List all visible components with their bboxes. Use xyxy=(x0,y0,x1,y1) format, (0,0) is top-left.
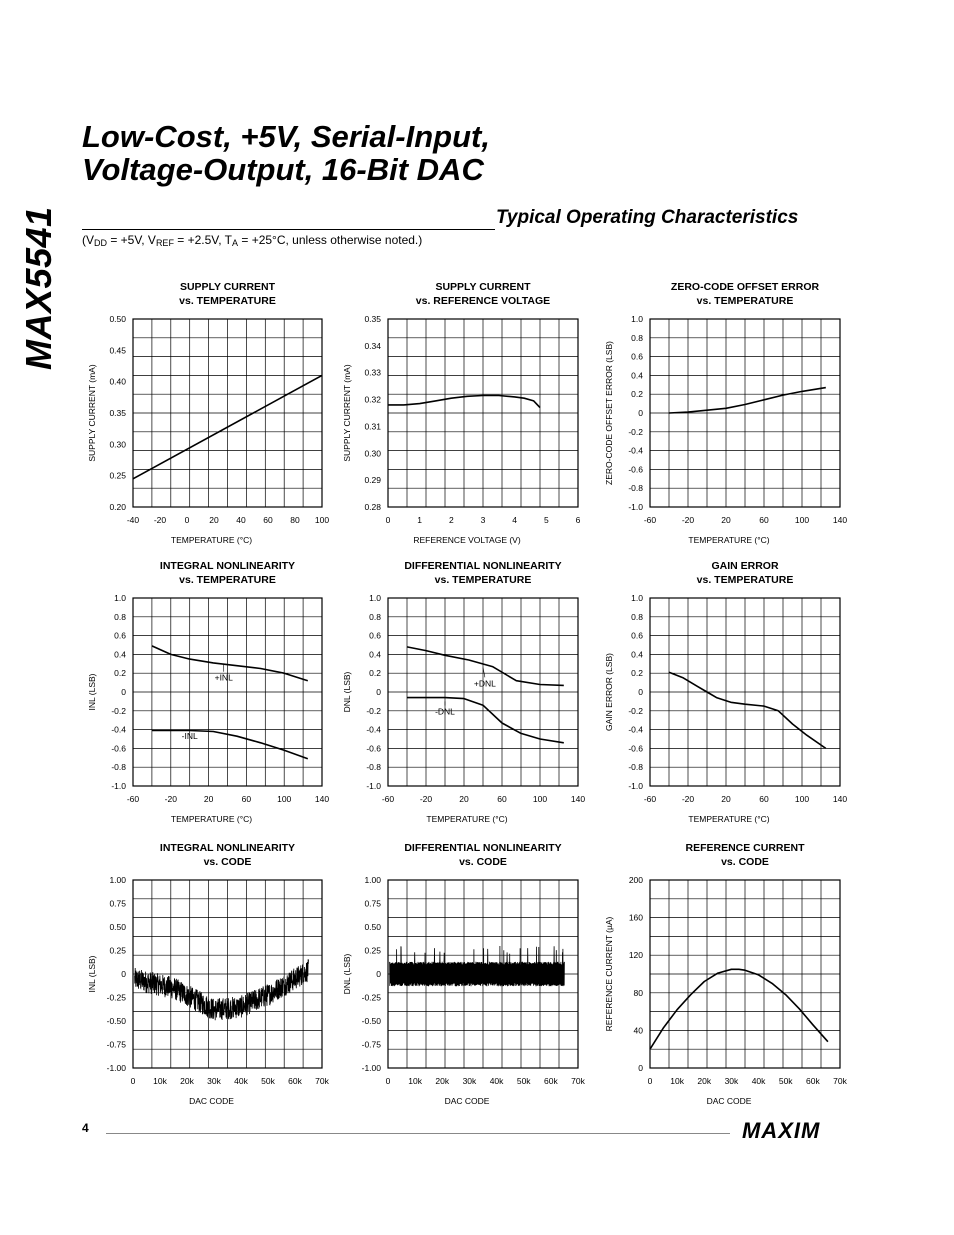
y-tick-label: 1.0 xyxy=(114,593,126,603)
chart-title-line: vs. TEMPERATURE xyxy=(696,574,794,586)
y-tick-label: -0.4 xyxy=(628,445,643,456)
x-axis-label: TEMPERATURE (°C) xyxy=(170,535,253,545)
y-tick-label: 0 xyxy=(121,969,126,979)
x-tick-label: 0 xyxy=(647,1076,653,1086)
y-tick-label: 0.4 xyxy=(369,649,381,660)
y-axis-label: GAIN ERROR (LSB) xyxy=(604,653,614,731)
y-tick-label: 1.00 xyxy=(109,875,126,885)
x-tick-label: 10k xyxy=(670,1076,685,1086)
y-tick-label: -0.2 xyxy=(366,705,381,716)
y-tick-label: 0.25 xyxy=(109,945,126,956)
chart-4 xyxy=(87,593,329,824)
y-tick-label: 0.6 xyxy=(631,630,643,641)
x-tick-label: 0 xyxy=(130,1076,136,1086)
chart-title-line: SUPPLY CURRENT xyxy=(179,281,276,293)
chart-title-line: DIFFERENTIAL NONLINEARITY xyxy=(404,560,562,572)
maxim-logo: MAXIM xyxy=(742,1118,821,1143)
y-tick-label: 80 xyxy=(633,987,643,998)
chart-title-line: GAIN ERROR xyxy=(711,560,779,572)
y-tick-label: 0.2 xyxy=(631,389,643,400)
y-tick-label: -1.00 xyxy=(361,1063,381,1073)
x-tick-label: -20 xyxy=(681,515,695,525)
y-tick-label: 0.2 xyxy=(369,668,381,679)
cond-ta-val: = +25°C, unless otherwise noted.) xyxy=(238,233,423,247)
chart-title-line: vs. TEMPERATURE xyxy=(434,574,532,586)
y-tick-label: -1.0 xyxy=(628,502,643,512)
x-axis-label: REFERENCE VOLTAGE (V) xyxy=(413,535,521,545)
y-axis-label: DNL (LSB) xyxy=(342,953,352,995)
x-tick-label: 100 xyxy=(532,794,548,804)
cond-ta-sub: A xyxy=(232,238,239,248)
cond-vdd-sub: DD xyxy=(94,238,107,248)
x-tick-label: 140 xyxy=(570,794,586,804)
x-tick-label: 60 xyxy=(759,794,769,804)
x-tick-label: -60 xyxy=(381,794,395,804)
x-tick-label: 70k xyxy=(571,1076,585,1086)
y-tick-label: -0.2 xyxy=(111,705,126,716)
y-axis-label: INL (LSB) xyxy=(87,673,97,711)
y-tick-label: 160 xyxy=(628,912,643,923)
x-tick-label: 50k xyxy=(516,1076,531,1086)
y-tick-label: 0 xyxy=(638,687,643,697)
y-tick-label: 0.6 xyxy=(114,630,126,641)
y-tick-label: 0.8 xyxy=(369,611,381,622)
x-tick-label: 20 xyxy=(203,794,214,804)
chart-title-line: vs. REFERENCE VOLTAGE xyxy=(415,295,551,307)
y-tick-label: 0.45 xyxy=(109,345,126,356)
x-tick-label: 0 xyxy=(385,1076,391,1086)
y-tick-label: 0.2 xyxy=(114,668,126,679)
y-tick-label: 0.34 xyxy=(364,340,381,351)
x-tick-label: 5 xyxy=(543,515,549,525)
chart-title-line: ZERO-CODE OFFSET ERROR xyxy=(670,281,820,293)
y-tick-label: 0.30 xyxy=(109,439,126,450)
y-tick-label: -0.75 xyxy=(361,1039,381,1050)
x-tick-label: 30k xyxy=(462,1076,477,1086)
y-tick-label: 0.75 xyxy=(109,898,126,909)
x-axis-label: TEMPERATURE (°C) xyxy=(170,814,253,824)
chart-title-line: vs. CODE xyxy=(203,856,252,868)
x-tick-label: -20 xyxy=(419,794,433,804)
y-tick-label: -0.6 xyxy=(111,743,126,754)
y-tick-label: 0.32 xyxy=(364,394,381,405)
title-line-2: Voltage-Output, 16-Bit DAC xyxy=(82,152,484,187)
chart-1 xyxy=(87,314,329,545)
chart-title-line: SUPPLY CURRENT xyxy=(435,281,531,293)
x-tick-label: 60k xyxy=(288,1076,302,1086)
y-tick-label: 0.6 xyxy=(631,351,643,362)
x-tick-label: 40 xyxy=(236,515,246,525)
x-tick-label: 70k xyxy=(315,1076,329,1086)
y-tick-label: -1.0 xyxy=(628,781,643,791)
y-tick-label: 0 xyxy=(376,969,381,979)
chart-title-line: INTEGRAL NONLINEARITY xyxy=(159,842,296,854)
x-tick-label: 50k xyxy=(778,1076,793,1086)
side-part-number: MAX5541 xyxy=(18,206,59,370)
section-title: Typical Operating Characteristics xyxy=(496,207,799,228)
chart-title-line: vs. CODE xyxy=(459,856,507,868)
y-tick-label: -0.50 xyxy=(361,1016,381,1026)
y-tick-label: -0.4 xyxy=(366,724,381,735)
x-tick-label: 20 xyxy=(721,515,731,525)
page-number: 4 xyxy=(82,1121,89,1135)
y-tick-label: -0.2 xyxy=(628,426,643,437)
y-tick-label: 1.0 xyxy=(369,593,381,603)
y-tick-label: 0.28 xyxy=(364,502,381,512)
y-tick-label: 1.0 xyxy=(631,593,643,603)
noise-trace xyxy=(390,946,565,986)
y-tick-label: -0.8 xyxy=(111,762,126,773)
series-label: +DNL xyxy=(473,678,496,689)
x-axis-label: DAC CODE xyxy=(189,1096,234,1106)
x-tick-label: 1 xyxy=(417,515,423,525)
y-tick-label: 0.50 xyxy=(109,922,126,932)
y-tick-label: -0.50 xyxy=(106,1016,126,1026)
y-axis-label: INL (LSB) xyxy=(87,955,97,993)
y-tick-label: 0.25 xyxy=(109,470,126,481)
x-tick-label: 10k xyxy=(408,1076,423,1086)
y-tick-label: -0.6 xyxy=(628,464,643,475)
chart-6 xyxy=(604,593,847,824)
cond-vdd-val: = +5V, V xyxy=(107,233,156,247)
x-tick-label: 100 xyxy=(794,515,810,525)
chart-title-line: REFERENCE CURRENT xyxy=(685,842,805,854)
cond-open: (V xyxy=(82,233,94,247)
x-axis-label: DAC CODE xyxy=(706,1096,752,1106)
footer-rule xyxy=(106,1133,730,1134)
y-tick-label: -0.8 xyxy=(628,762,643,773)
y-tick-label: 40 xyxy=(633,1025,643,1036)
y-tick-label: 0.35 xyxy=(109,408,126,418)
x-tick-label: -40 xyxy=(126,515,140,525)
x-axis-label: TEMPERATURE (°C) xyxy=(688,535,770,545)
y-tick-label: 0.30 xyxy=(364,448,381,459)
x-tick-label: 80 xyxy=(290,515,300,525)
y-tick-label: 0.20 xyxy=(109,502,126,512)
x-tick-label: -60 xyxy=(643,794,657,804)
x-tick-label: 60 xyxy=(759,515,769,525)
y-tick-label: -0.25 xyxy=(106,992,126,1003)
y-tick-label: 0.25 xyxy=(364,945,381,956)
x-tick-label: -20 xyxy=(681,794,695,804)
y-tick-label: 0 xyxy=(638,1063,643,1073)
y-tick-label: -1.00 xyxy=(106,1063,126,1073)
y-tick-label: 0.6 xyxy=(369,630,381,641)
cond-vref-val: = +2.5V, T xyxy=(173,233,232,247)
y-tick-label: -1.0 xyxy=(366,781,381,791)
x-tick-label: 60 xyxy=(241,794,252,804)
x-tick-label: -20 xyxy=(153,515,167,525)
cond-vref-sub: REF xyxy=(155,238,174,248)
y-tick-label: 0.4 xyxy=(114,649,126,660)
chart-title-line: vs. TEMPERATURE xyxy=(179,295,276,307)
x-tick-label: 10k xyxy=(153,1076,167,1086)
y-tick-label: 0 xyxy=(376,687,381,697)
y-tick-label: 0.8 xyxy=(114,611,126,622)
x-tick-label: 2 xyxy=(448,515,454,525)
y-tick-label: -0.8 xyxy=(628,483,643,494)
x-tick-label: 0 xyxy=(184,515,190,525)
x-tick-label: 140 xyxy=(832,794,848,804)
chart-title-line: vs. TEMPERATURE xyxy=(179,574,276,586)
y-tick-label: 0.8 xyxy=(631,332,643,343)
y-tick-label: -0.25 xyxy=(361,992,381,1003)
x-tick-label: 3 xyxy=(480,515,486,525)
y-tick-label: 0.8 xyxy=(631,611,643,622)
x-tick-label: 20k xyxy=(180,1076,194,1086)
y-tick-label: -0.4 xyxy=(628,724,643,735)
y-tick-label: 0.4 xyxy=(631,370,643,381)
y-tick-label: -0.4 xyxy=(111,724,126,735)
x-tick-label: 30k xyxy=(207,1076,221,1086)
x-tick-label: 20k xyxy=(697,1076,712,1086)
y-axis-label: DNL (LSB) xyxy=(342,671,352,713)
x-tick-label: -60 xyxy=(126,794,140,804)
y-axis-label: ZERO-CODE OFFSET ERROR (LSB) xyxy=(604,341,614,485)
x-tick-label: 20 xyxy=(209,515,219,525)
noise-trace xyxy=(135,959,309,1020)
x-tick-label: 6 xyxy=(575,515,581,525)
y-tick-label: 200 xyxy=(628,875,643,885)
y-tick-label: 1.00 xyxy=(364,875,381,885)
chart-title-line: INTEGRAL NONLINEARITY xyxy=(159,560,296,572)
x-axis-label: DAC CODE xyxy=(444,1096,490,1106)
y-tick-label: -0.6 xyxy=(366,743,381,754)
x-tick-label: 0 xyxy=(385,515,391,525)
y-tick-label: -0.8 xyxy=(366,762,381,773)
y-tick-label: 0.31 xyxy=(364,421,381,432)
y-tick-label: 1.0 xyxy=(631,314,643,324)
x-tick-label: 50k xyxy=(261,1076,275,1086)
x-tick-label: 100 xyxy=(794,794,810,804)
chart-2 xyxy=(342,314,581,545)
x-tick-label: 20 xyxy=(721,794,731,804)
chart-3 xyxy=(604,314,847,545)
y-tick-label: 0 xyxy=(121,687,126,697)
y-tick-label: 0.50 xyxy=(109,314,126,324)
x-tick-label: 30k xyxy=(724,1076,739,1086)
x-tick-label: -60 xyxy=(643,515,657,525)
chart-title-line: vs. CODE xyxy=(721,856,769,868)
series-label: -DNL xyxy=(435,706,455,717)
chart-5 xyxy=(342,593,585,824)
title-line-1: Low-Cost, +5V, Serial-Input, xyxy=(82,119,490,154)
chart-title-line: DIFFERENTIAL NONLINEARITY xyxy=(404,842,562,854)
y-tick-label: 0.75 xyxy=(364,898,381,909)
x-tick-label: -20 xyxy=(164,794,177,804)
x-tick-label: 20k xyxy=(435,1076,450,1086)
y-tick-label: 0.50 xyxy=(364,922,381,932)
chart-title-line: vs. TEMPERATURE xyxy=(696,295,794,307)
y-tick-label: -0.6 xyxy=(628,743,643,754)
y-axis-label: SUPPLY CURRENT (mA) xyxy=(87,364,97,462)
x-tick-label: 40k xyxy=(489,1076,504,1086)
y-tick-label: -0.2 xyxy=(628,705,643,716)
x-tick-label: 20 xyxy=(459,794,469,804)
y-tick-label: 0.35 xyxy=(364,314,381,324)
y-tick-label: 0.2 xyxy=(631,668,643,679)
y-tick-label: -1.0 xyxy=(111,781,126,791)
chart-8 xyxy=(342,875,586,1106)
x-tick-label: 100 xyxy=(314,515,330,525)
y-tick-label: 0.40 xyxy=(109,376,126,387)
y-tick-label: 120 xyxy=(628,950,643,961)
x-axis-label: TEMPERATURE (°C) xyxy=(426,814,508,824)
x-tick-label: 140 xyxy=(314,794,330,804)
x-tick-label: 60 xyxy=(497,794,507,804)
y-tick-label: 0.29 xyxy=(364,475,381,486)
x-axis-label: TEMPERATURE (°C) xyxy=(688,814,770,824)
x-tick-label: 70k xyxy=(833,1076,847,1086)
y-tick-label: 0.4 xyxy=(631,649,643,660)
data-series-line xyxy=(650,969,828,1049)
series-label: +INL xyxy=(214,672,233,683)
y-axis-label: SUPPLY CURRENT (mA) xyxy=(342,364,352,462)
chart-7 xyxy=(87,875,330,1106)
y-tick-label: 0 xyxy=(638,408,643,418)
y-axis-label: REFERENCE CURRENT (µA) xyxy=(604,916,614,1032)
series-label: -INL xyxy=(181,731,198,741)
y-tick-label: 0.33 xyxy=(364,367,381,378)
x-tick-label: 100 xyxy=(277,794,292,804)
x-tick-label: 4 xyxy=(512,515,518,525)
x-tick-label: 60k xyxy=(543,1076,558,1086)
x-tick-label: 140 xyxy=(832,515,848,525)
x-tick-label: 60k xyxy=(805,1076,820,1086)
x-tick-label: 40k xyxy=(234,1076,248,1086)
x-tick-label: 60 xyxy=(263,515,273,525)
chart-9 xyxy=(604,875,848,1106)
x-tick-label: 40k xyxy=(751,1076,766,1086)
y-tick-label: -0.75 xyxy=(106,1039,126,1050)
